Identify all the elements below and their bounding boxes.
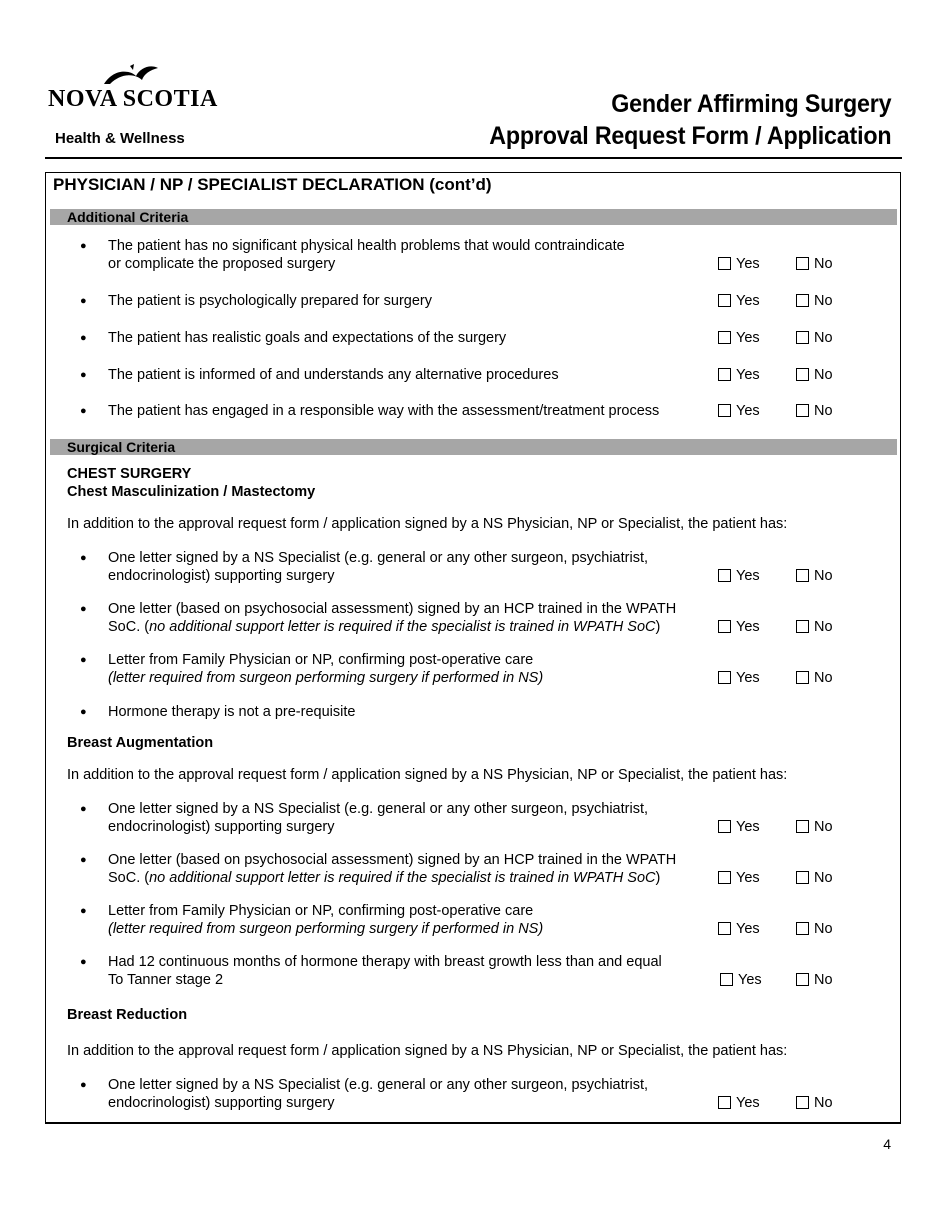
nova-scotia-logo	[48, 62, 228, 122]
yes-checkbox[interactable]: Yes	[718, 329, 760, 347]
checkbox-icon[interactable]	[796, 671, 809, 684]
no-checkbox[interactable]: No	[796, 402, 833, 420]
checkbox-icon[interactable]	[796, 973, 809, 986]
no-checkbox[interactable]: No	[796, 255, 833, 273]
bullet-icon: ●	[80, 905, 87, 917]
checkbox-icon[interactable]	[796, 922, 809, 935]
yes-checkbox[interactable]: Yes	[718, 618, 760, 636]
checkbox-icon[interactable]	[796, 871, 809, 884]
checkbox-icon[interactable]	[718, 820, 731, 833]
yes-checkbox[interactable]: Yes	[718, 402, 760, 420]
yes-checkbox[interactable]: Yes	[718, 920, 760, 938]
yes-checkbox[interactable]: Yes	[718, 818, 760, 836]
yes-checkbox[interactable]: Yes	[720, 971, 762, 989]
intro-paragraph: In addition to the approval request form / application signed by a NS Physician, NP or Specialist, the patient has:	[67, 516, 788, 532]
checkbox-icon[interactable]	[796, 1096, 809, 1109]
checkbox-icon[interactable]	[718, 331, 731, 344]
bullet-icon: ●	[80, 803, 87, 815]
bullet-icon: ●	[80, 706, 87, 718]
yes-checkbox[interactable]: Yes	[718, 567, 760, 585]
checkbox-icon[interactable]	[718, 620, 731, 633]
no-checkbox[interactable]: No	[796, 618, 833, 636]
checkbox-icon[interactable]	[796, 368, 809, 381]
checkbox-icon[interactable]	[718, 671, 731, 684]
checkbox-icon[interactable]	[718, 404, 731, 417]
no-checkbox[interactable]: No	[796, 669, 833, 687]
breast-augmentation-heading: Breast Augmentation	[67, 735, 214, 751]
header-divider	[45, 157, 902, 159]
yes-checkbox[interactable]: Yes	[718, 292, 760, 310]
bullet-icon: ●	[80, 369, 87, 381]
intro-paragraph: In addition to the approval request form / application signed by a NS Physician, NP or Specialist, the patient has:	[67, 767, 788, 783]
checkbox-icon[interactable]	[718, 1096, 731, 1109]
yes-checkbox[interactable]: Yes	[718, 669, 760, 687]
chest-surgery-heading: CHEST SURGERY Chest Masculinization / Mastectomy	[67, 466, 316, 500]
declaration-box: PHYSICIAN / NP / SPECIALIST DECLARATION (cont’d) Additional Criteria ● The patient has no significant physical health problems that would contraindicate or complicate the proposed surgery Yes No ● The patient is psychologically prepared for surgery Yes No ● The patient has realistic goals and expectations of the surgery Yes No ● The patient is informed of and understands any alternative procedures Yes No ● The patient has engaged in a responsible way with the assessment/treatment process Yes No Surgical Criteria CHEST SURGERY Chest Masculinization / Mastectomy In addition to the approval request form / application signed by a NS Physician, NP or Specialist, the patient has: ● One letter signed by a NS Specialist (e.g. general or any other surgeon, psychiatrist, endocrinologist) supporting surgery Yes No ● One letter (based on psychosocial assessment) signed by an HCP trained in the WPATH SoC. (no additional support letter is required if the specialist is trained in WPATH SoC) Yes No ● Letter from Family Physician or NP, confirming post-operative care (letter required from surgeon performing surgery if performed in NS) Yes No ● Hormone therapy is not a pre-requisite Breast Augmentation In addition to the approval request form / application signed by a NS Physician, NP or Specialist, the patient has: ● One letter signed by a NS Specialist (e.g. general or any other surgeon, psychiatrist, endocrinologist) supporting surgery Yes No ● One letter (based on psychosocial assessment) signed by an HCP trained in the WPATH SoC. (no additional support letter is required if the specialist is trained in WPATH SoC) Yes No ● Letter from Family Physician or NP, confirming post-operative care (letter required from surgeon performing surgery if performed in NS) Yes No ● Had 12 continuous months of hormone therapy with breast growth less than and equal To Tanner stage 2 Yes No Breast Reduction In addition to the approval request form / application signed by a NS Physician, NP or Specialist, the patient has: ● One letter signed by a NS Specialist (e.g. general or any other surgeon, psychiatrist, endocrinologist) supporting surgery Yes No	[45, 172, 901, 1124]
checkbox-icon[interactable]	[796, 294, 809, 307]
surgical-criteria-heading: Surgical Criteria	[67, 439, 176, 455]
no-checkbox[interactable]: No	[796, 1094, 833, 1112]
no-checkbox[interactable]: No	[796, 869, 833, 887]
bullet-icon: ●	[80, 405, 87, 417]
checkbox-icon[interactable]	[796, 569, 809, 582]
page-number: 4	[883, 1136, 891, 1152]
checkbox-icon[interactable]	[796, 331, 809, 344]
bullet-icon: ●	[80, 1079, 87, 1091]
no-checkbox[interactable]: No	[796, 329, 833, 347]
no-checkbox[interactable]: No	[796, 818, 833, 836]
no-checkbox[interactable]: No	[796, 366, 833, 384]
bullet-icon: ●	[80, 240, 87, 252]
checkbox-icon[interactable]	[796, 820, 809, 833]
checkbox-icon[interactable]	[718, 569, 731, 582]
checkbox-icon[interactable]	[796, 404, 809, 417]
checkbox-icon[interactable]	[796, 257, 809, 270]
additional-criteria-band	[50, 209, 897, 225]
breast-reduction-heading: Breast Reduction	[67, 1007, 188, 1023]
bullet-icon: ●	[80, 956, 87, 968]
checkbox-icon[interactable]	[718, 368, 731, 381]
bullet-icon: ●	[80, 332, 87, 344]
checkbox-icon[interactable]	[796, 620, 809, 633]
no-checkbox[interactable]: No	[796, 920, 833, 938]
no-checkbox[interactable]: No	[796, 292, 833, 310]
bullet-icon: ●	[80, 552, 87, 564]
form-title	[489, 88, 891, 152]
yes-checkbox[interactable]: Yes	[718, 255, 760, 273]
yes-checkbox[interactable]: Yes	[718, 366, 760, 384]
bullet-icon: ●	[80, 603, 87, 615]
logo-text: NOVA SCOTIA	[48, 86, 218, 112]
surgical-criteria-band	[50, 439, 897, 455]
intro-paragraph: In addition to the approval request form / application signed by a NS Physician, NP or Specialist, the patient has:	[67, 1043, 788, 1059]
department-name: Health & Wellness	[55, 130, 185, 147]
yes-checkbox[interactable]: Yes	[718, 869, 760, 887]
bullet-icon: ●	[80, 654, 87, 666]
checkbox-icon[interactable]	[718, 294, 731, 307]
bullet-icon: ●	[80, 854, 87, 866]
title-line-1: Gender Affirming Surgery	[610, 90, 891, 118]
checkbox-icon[interactable]	[720, 973, 733, 986]
title-line-2: Approval Request Form / Application	[488, 122, 891, 150]
checkbox-icon[interactable]	[718, 871, 731, 884]
no-checkbox[interactable]: No	[796, 971, 833, 989]
checkbox-icon[interactable]	[718, 257, 731, 270]
bullet-icon: ●	[80, 295, 87, 307]
yes-checkbox[interactable]: Yes	[718, 1094, 760, 1112]
section-title: PHYSICIAN / NP / SPECIALIST DECLARATION (cont’d)	[53, 175, 492, 194]
additional-criteria-heading: Additional Criteria	[67, 209, 189, 225]
checkbox-icon[interactable]	[718, 922, 731, 935]
no-checkbox[interactable]: No	[796, 567, 833, 585]
